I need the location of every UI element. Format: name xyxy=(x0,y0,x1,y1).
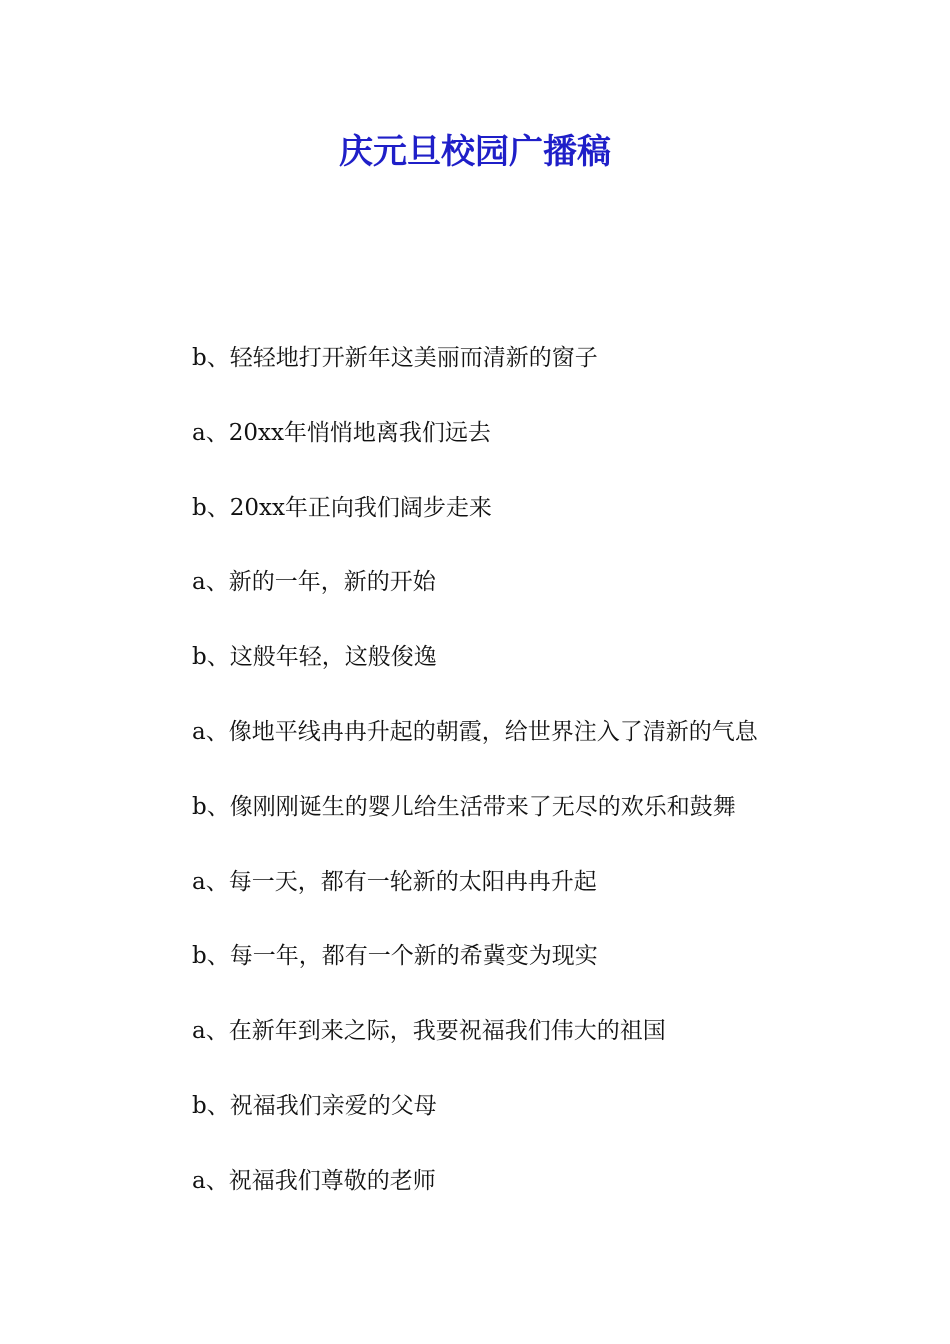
script-line: a、祝福我们尊敬的老师 xyxy=(192,1167,436,1194)
page-title: 庆元旦校园广播稿 xyxy=(339,132,611,172)
script-line: a、新的一年，新的开始 xyxy=(192,569,436,596)
script-line: a、在新年到来之际，我要祝福我们伟大的祖国 xyxy=(192,1018,666,1045)
script-line: b、像刚刚诞生的婴儿给生活带来了无尽的欢乐和鼓舞 xyxy=(192,793,736,820)
script-line: a、每一天，都有一轮新的太阳冉冉升起 xyxy=(192,868,597,895)
script-line: a、像地平线冉冉升起的朝霞，给世界注入了清新的气息 xyxy=(192,718,758,745)
script-line: b、每一年，都有一个新的希冀变为现实 xyxy=(192,943,598,970)
script-line: b、轻轻地打开新年这美丽而清新的窗子 xyxy=(192,345,598,371)
script-line: a、20xx年悄悄地离我们远去 xyxy=(192,419,491,446)
script-line: b、20xx年正向我们阔步走来 xyxy=(192,494,492,521)
script-lines xyxy=(192,340,892,1238)
script-line: b、这般年轻，这般俊逸 xyxy=(192,644,437,671)
script-line: b、祝福我们亲爱的父母 xyxy=(192,1092,437,1119)
